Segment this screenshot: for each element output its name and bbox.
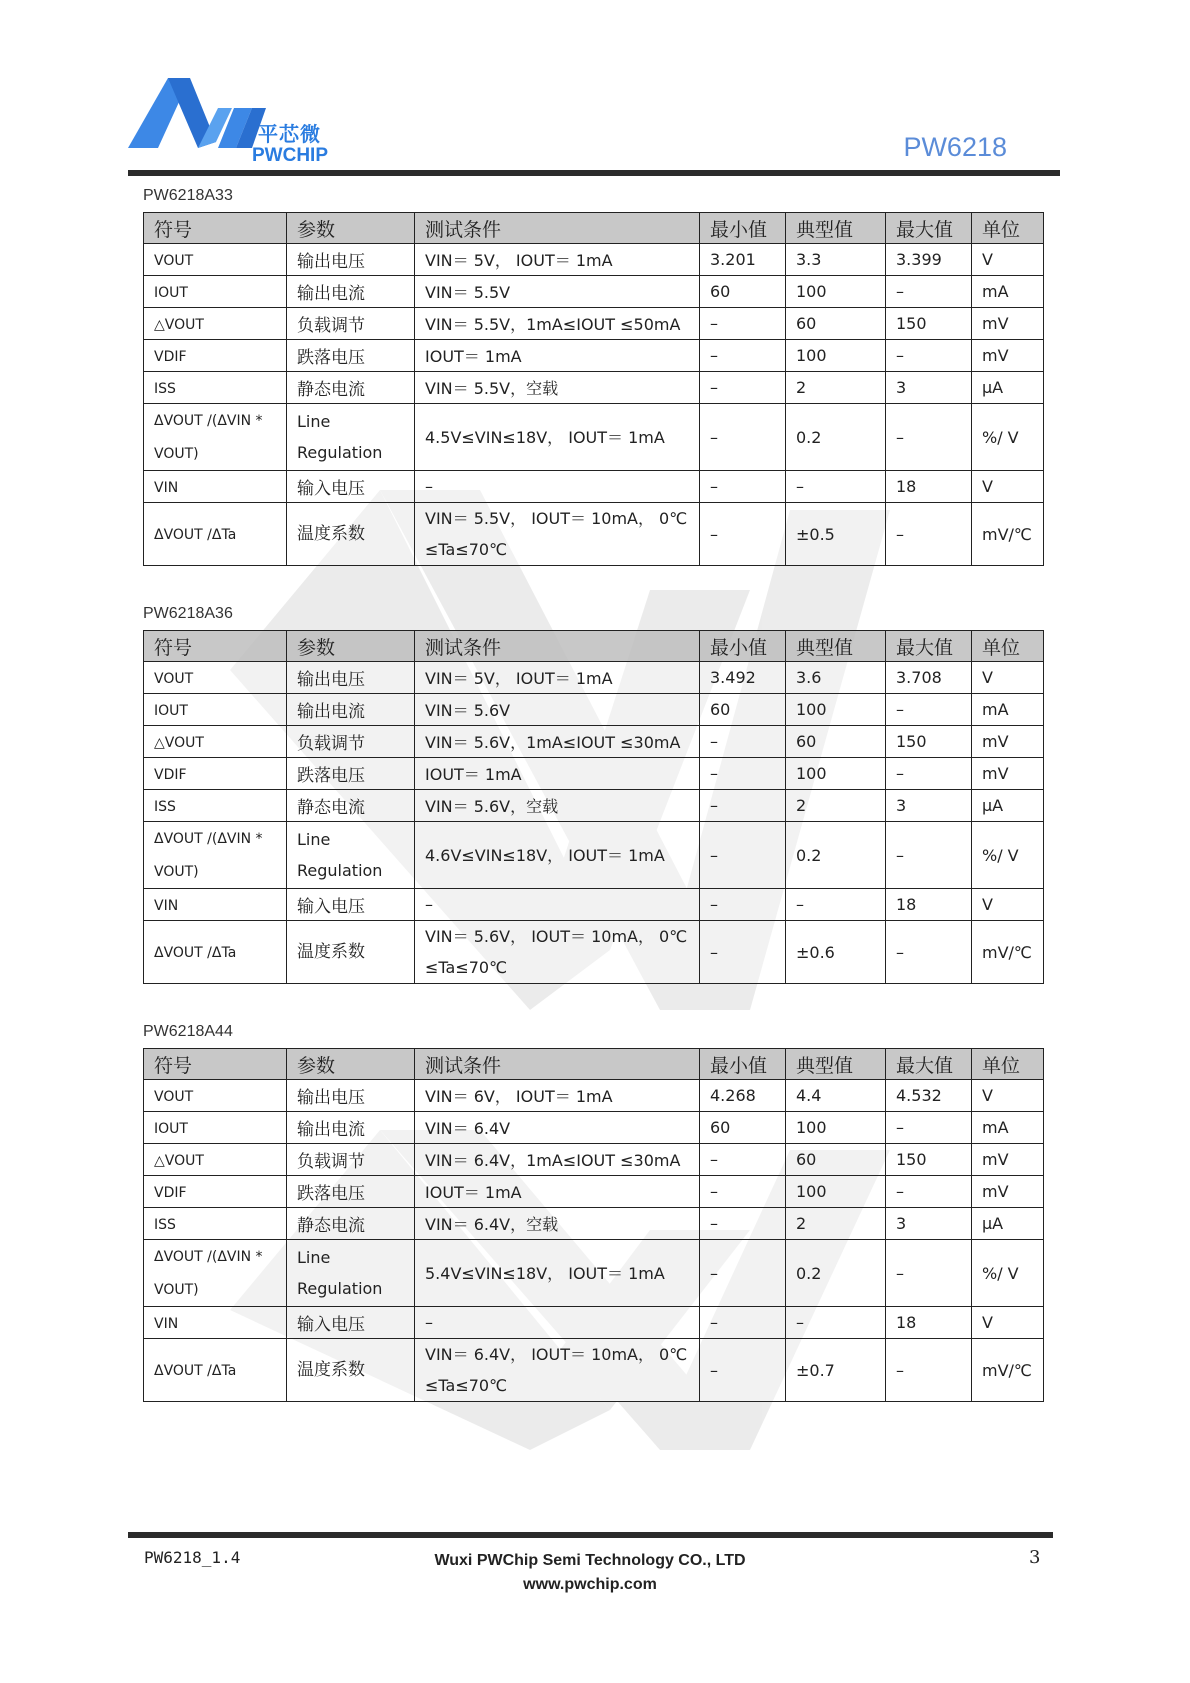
cell-unit: V xyxy=(972,1307,1044,1339)
column-header-parameter: 参数 xyxy=(287,1049,415,1080)
cell-unit: μA xyxy=(972,790,1044,822)
table-row xyxy=(144,1176,1044,1208)
cell-parameter: Line Regulation xyxy=(287,1240,415,1307)
table-row xyxy=(144,276,1044,308)
cell-max: – xyxy=(886,1240,972,1307)
cell-symbol: VIN xyxy=(144,471,287,503)
cell-condition: VIN＝ 5.6V， IOUT＝ 10mA， 0℃ ≤Ta≤70℃ xyxy=(415,921,700,984)
cell-max: – xyxy=(886,758,972,790)
cell-condition: VIN＝ 5.5V，空载 xyxy=(415,372,700,404)
header-divider xyxy=(128,170,1060,176)
cell-max: – xyxy=(886,404,972,471)
cell-symbol: VDIF xyxy=(144,340,287,372)
cell-typ: 0.2 xyxy=(786,822,886,889)
footer-company-name: Wuxi PWChip Semi Technology CO., LTD xyxy=(434,1552,746,1569)
column-header-unit: 单位 xyxy=(972,213,1044,244)
cell-typ: – xyxy=(786,471,886,503)
section-title: PW6218A44 xyxy=(143,1023,233,1040)
cell-unit: mA xyxy=(972,276,1044,308)
cell-min: – xyxy=(700,308,786,340)
cell-typ: 3.3 xyxy=(786,244,886,276)
cell-max: 3 xyxy=(886,790,972,822)
cell-condition: IOUT＝ 1mA xyxy=(415,340,700,372)
cell-condition: 4.6V≤VIN≤18V， IOUT＝ 1mA xyxy=(415,822,700,889)
cell-condition: VIN＝ 6V， IOUT＝ 1mA xyxy=(415,1080,700,1112)
cell-max: – xyxy=(886,921,972,984)
cell-condition: VIN＝ 6.4V，1mA≤IOUT ≤30mA xyxy=(415,1144,700,1176)
table-row xyxy=(144,471,1044,503)
table-row xyxy=(144,889,1044,921)
cell-unit: mA xyxy=(972,1112,1044,1144)
column-header-max: 最大值 xyxy=(886,1049,972,1080)
cell-min: – xyxy=(700,726,786,758)
cell-min: – xyxy=(700,822,786,889)
cell-unit: mV/℃ xyxy=(972,1339,1044,1402)
cell-unit: mV xyxy=(972,1176,1044,1208)
cell-unit: mA xyxy=(972,694,1044,726)
spec-section-a33 xyxy=(143,185,1043,566)
cell-max: – xyxy=(886,276,972,308)
cell-unit: %/ V xyxy=(972,404,1044,471)
cell-condition: – xyxy=(415,889,700,921)
cell-condition: VIN＝ 5V， IOUT＝ 1mA xyxy=(415,662,700,694)
cell-symbol: ΔVOUT /(ΔVIN * VOUT) xyxy=(144,404,287,471)
column-header-condition: 测试条件 xyxy=(415,1049,700,1080)
cell-symbol: VDIF xyxy=(144,1176,287,1208)
table-row xyxy=(144,694,1044,726)
column-header-min: 最小值 xyxy=(700,631,786,662)
cell-min: 4.268 xyxy=(700,1080,786,1112)
spec-table xyxy=(143,212,1044,566)
cell-max: 150 xyxy=(886,726,972,758)
cell-unit: mV xyxy=(972,1144,1044,1176)
cell-unit: mV xyxy=(972,340,1044,372)
cell-symbol: IOUT xyxy=(144,276,287,308)
cell-typ: 60 xyxy=(786,1144,886,1176)
cell-max: 3 xyxy=(886,372,972,404)
cell-condition: VIN＝ 6.4V， IOUT＝ 10mA， 0℃ ≤Ta≤70℃ xyxy=(415,1339,700,1402)
cell-symbol: VIN xyxy=(144,889,287,921)
cell-symbol: △VOUT xyxy=(144,308,287,340)
table-row xyxy=(144,822,1044,889)
cell-max: 4.532 xyxy=(886,1080,972,1112)
cell-condition: VIN＝ 5.5V，1mA≤IOUT ≤50mA xyxy=(415,308,700,340)
cell-condition: VIN＝ 5.5V xyxy=(415,276,700,308)
cell-condition: 4.5V≤VIN≤18V， IOUT＝ 1mA xyxy=(415,404,700,471)
cell-symbol: VDIF xyxy=(144,758,287,790)
section-title: PW6218A33 xyxy=(143,187,233,204)
cell-parameter: 输出电压 xyxy=(287,662,415,694)
cell-unit: V xyxy=(972,889,1044,921)
column-header-min: 最小值 xyxy=(700,1049,786,1080)
cell-symbol: △VOUT xyxy=(144,726,287,758)
cell-parameter: 输出电压 xyxy=(287,1080,415,1112)
cell-parameter: 跌落电压 xyxy=(287,340,415,372)
cell-typ: 2 xyxy=(786,1208,886,1240)
cell-unit: μA xyxy=(972,1208,1044,1240)
cell-condition: – xyxy=(415,471,700,503)
cell-parameter: 负载调节 xyxy=(287,726,415,758)
cell-max: – xyxy=(886,340,972,372)
table-header-row xyxy=(144,213,1044,244)
cell-typ: – xyxy=(786,889,886,921)
cell-typ: ±0.7 xyxy=(786,1339,886,1402)
column-header-condition: 测试条件 xyxy=(415,631,700,662)
cell-max: 3.708 xyxy=(886,662,972,694)
cell-condition: VIN＝ 5.6V xyxy=(415,694,700,726)
cell-symbol: ISS xyxy=(144,372,287,404)
column-header-symbol: 符号 xyxy=(144,1049,287,1080)
column-header-max: 最大值 xyxy=(886,631,972,662)
cell-symbol: ISS xyxy=(144,790,287,822)
cell-typ: 0.2 xyxy=(786,1240,886,1307)
cell-min: – xyxy=(700,1176,786,1208)
cell-parameter: Line Regulation xyxy=(287,404,415,471)
cell-max: – xyxy=(886,1176,972,1208)
cell-parameter: Line Regulation xyxy=(287,822,415,889)
table-row xyxy=(144,726,1044,758)
cell-typ: 2 xyxy=(786,790,886,822)
cell-unit: mV xyxy=(972,308,1044,340)
cell-min: – xyxy=(700,503,786,566)
footer-doc-version: PW6218_1.4 xyxy=(144,1548,241,1567)
table-row xyxy=(144,404,1044,471)
cell-min: – xyxy=(700,340,786,372)
cell-condition: VIN＝ 5.6V，空载 xyxy=(415,790,700,822)
cell-symbol: IOUT xyxy=(144,694,287,726)
cell-parameter: 温度系数 xyxy=(287,1339,415,1402)
cell-min: – xyxy=(700,1144,786,1176)
cell-min: 60 xyxy=(700,1112,786,1144)
cell-typ: 100 xyxy=(786,1176,886,1208)
cell-symbol: VOUT xyxy=(144,244,287,276)
cell-parameter: 温度系数 xyxy=(287,503,415,566)
cell-typ: 100 xyxy=(786,758,886,790)
column-header-condition: 测试条件 xyxy=(415,213,700,244)
logo-chinese-name: 平芯微 xyxy=(258,122,321,146)
column-header-max: 最大值 xyxy=(886,213,972,244)
cell-min: – xyxy=(700,1240,786,1307)
cell-max: 3 xyxy=(886,1208,972,1240)
cell-parameter: 负载调节 xyxy=(287,308,415,340)
table-header-row xyxy=(144,1049,1044,1080)
section-title: PW6218A36 xyxy=(143,605,233,622)
header-part-number: PW6218 xyxy=(903,132,1007,162)
cell-max: 150 xyxy=(886,1144,972,1176)
table-row xyxy=(144,1339,1044,1402)
cell-min: – xyxy=(700,921,786,984)
cell-condition: VIN＝ 5.6V，1mA≤IOUT ≤30mA xyxy=(415,726,700,758)
cell-parameter: 输出电压 xyxy=(287,244,415,276)
cell-parameter: 输入电压 xyxy=(287,1307,415,1339)
table-row xyxy=(144,372,1044,404)
cell-parameter: 负载调节 xyxy=(287,1144,415,1176)
cell-min: – xyxy=(700,471,786,503)
spec-table xyxy=(143,630,1044,984)
cell-condition: VIN＝ 6.4V xyxy=(415,1112,700,1144)
cell-max: 3.399 xyxy=(886,244,972,276)
column-header-min: 最小值 xyxy=(700,213,786,244)
table-row xyxy=(144,1307,1044,1339)
cell-parameter: 输出电流 xyxy=(287,694,415,726)
cell-typ: – xyxy=(786,1307,886,1339)
column-header-symbol: 符号 xyxy=(144,213,287,244)
cell-parameter: 输入电压 xyxy=(287,889,415,921)
table-row xyxy=(144,758,1044,790)
cell-max: 18 xyxy=(886,471,972,503)
footer-company-block xyxy=(350,1549,830,1597)
cell-condition: IOUT＝ 1mA xyxy=(415,1176,700,1208)
column-header-symbol: 符号 xyxy=(144,631,287,662)
cell-unit: mV/℃ xyxy=(972,921,1044,984)
cell-typ: 100 xyxy=(786,340,886,372)
table-row xyxy=(144,1112,1044,1144)
cell-unit: mV xyxy=(972,726,1044,758)
cell-condition: VIN＝ 6.4V，空载 xyxy=(415,1208,700,1240)
cell-symbol: VOUT xyxy=(144,662,287,694)
cell-typ: 100 xyxy=(786,694,886,726)
cell-min: – xyxy=(700,1208,786,1240)
cell-typ: ±0.6 xyxy=(786,921,886,984)
cell-max: 18 xyxy=(886,1307,972,1339)
cell-max: – xyxy=(886,503,972,566)
cell-unit: V xyxy=(972,662,1044,694)
cell-min: – xyxy=(700,404,786,471)
column-header-typ: 典型值 xyxy=(786,1049,886,1080)
cell-symbol: △VOUT xyxy=(144,1144,287,1176)
cell-unit: V xyxy=(972,471,1044,503)
column-header-parameter: 参数 xyxy=(287,213,415,244)
cell-min: 3.492 xyxy=(700,662,786,694)
cell-symbol: ISS xyxy=(144,1208,287,1240)
cell-symbol: VOUT xyxy=(144,1080,287,1112)
cell-condition: VIN＝ 5V， IOUT＝ 1mA xyxy=(415,244,700,276)
cell-parameter: 输出电流 xyxy=(287,276,415,308)
spec-section-a44 xyxy=(143,1021,1043,1402)
table-row xyxy=(144,1240,1044,1307)
table-row xyxy=(144,244,1044,276)
table-row xyxy=(144,308,1044,340)
cell-parameter: 静态电流 xyxy=(287,790,415,822)
cell-min: – xyxy=(700,1307,786,1339)
cell-typ: 100 xyxy=(786,276,886,308)
column-header-typ: 典型值 xyxy=(786,213,886,244)
cell-parameter: 静态电流 xyxy=(287,372,415,404)
cell-unit: %/ V xyxy=(972,1240,1044,1307)
cell-max: – xyxy=(886,694,972,726)
cell-min: – xyxy=(700,1339,786,1402)
cell-condition: 5.4V≤VIN≤18V， IOUT＝ 1mA xyxy=(415,1240,700,1307)
cell-max: – xyxy=(886,1112,972,1144)
cell-max: 18 xyxy=(886,889,972,921)
cell-symbol: ΔVOUT /ΔTa xyxy=(144,1339,287,1402)
cell-parameter: 静态电流 xyxy=(287,1208,415,1240)
cell-parameter: 跌落电压 xyxy=(287,758,415,790)
table-row xyxy=(144,1208,1044,1240)
cell-max: – xyxy=(886,822,972,889)
table-row xyxy=(144,503,1044,566)
column-header-unit: 单位 xyxy=(972,631,1044,662)
cell-unit: mV xyxy=(972,758,1044,790)
spec-section-a36 xyxy=(143,603,1043,984)
cell-parameter: 跌落电压 xyxy=(287,1176,415,1208)
cell-max: – xyxy=(886,1339,972,1402)
table-row xyxy=(144,921,1044,984)
cell-symbol: ΔVOUT /(ΔVIN * VOUT) xyxy=(144,1240,287,1307)
cell-unit: V xyxy=(972,1080,1044,1112)
cell-min: – xyxy=(700,889,786,921)
cell-typ: ±0.5 xyxy=(786,503,886,566)
table-row xyxy=(144,790,1044,822)
footer-page-number: 3 xyxy=(1029,1547,1041,1568)
cell-unit: %/ V xyxy=(972,822,1044,889)
cell-unit: mV/℃ xyxy=(972,503,1044,566)
cell-symbol: ΔVOUT /(ΔVIN * VOUT) xyxy=(144,822,287,889)
cell-typ: 60 xyxy=(786,726,886,758)
cell-min: – xyxy=(700,758,786,790)
cell-symbol: IOUT xyxy=(144,1112,287,1144)
table-row xyxy=(144,662,1044,694)
cell-min: 60 xyxy=(700,694,786,726)
spec-table xyxy=(143,1048,1044,1402)
cell-parameter: 输入电压 xyxy=(287,471,415,503)
table-row xyxy=(144,340,1044,372)
logo-english-name: PWCHIP xyxy=(252,145,328,166)
column-header-parameter: 参数 xyxy=(287,631,415,662)
cell-symbol: VIN xyxy=(144,1307,287,1339)
cell-condition: – xyxy=(415,1307,700,1339)
footer-divider xyxy=(128,1532,1053,1538)
cell-min: – xyxy=(700,790,786,822)
cell-condition: IOUT＝ 1mA xyxy=(415,758,700,790)
cell-min: 3.201 xyxy=(700,244,786,276)
footer-website-link[interactable]: www.pwchip.com xyxy=(523,1576,657,1593)
cell-symbol: ΔVOUT /ΔTa xyxy=(144,921,287,984)
cell-condition: VIN＝ 5.5V， IOUT＝ 10mA， 0℃ ≤Ta≤70℃ xyxy=(415,503,700,566)
cell-parameter: 温度系数 xyxy=(287,921,415,984)
cell-typ: 4.4 xyxy=(786,1080,886,1112)
cell-unit: μA xyxy=(972,372,1044,404)
cell-typ: 100 xyxy=(786,1112,886,1144)
cell-typ: 3.6 xyxy=(786,662,886,694)
cell-typ: 0.2 xyxy=(786,404,886,471)
column-header-unit: 单位 xyxy=(972,1049,1044,1080)
table-row xyxy=(144,1080,1044,1112)
cell-typ: 2 xyxy=(786,372,886,404)
cell-unit: V xyxy=(972,244,1044,276)
column-header-typ: 典型值 xyxy=(786,631,886,662)
cell-max: 150 xyxy=(886,308,972,340)
cell-symbol: ΔVOUT /ΔTa xyxy=(144,503,287,566)
table-header-row xyxy=(144,631,1044,662)
cell-parameter: 输出电流 xyxy=(287,1112,415,1144)
table-row xyxy=(144,1144,1044,1176)
cell-typ: 60 xyxy=(786,308,886,340)
cell-min: 60 xyxy=(700,276,786,308)
cell-min: – xyxy=(700,372,786,404)
